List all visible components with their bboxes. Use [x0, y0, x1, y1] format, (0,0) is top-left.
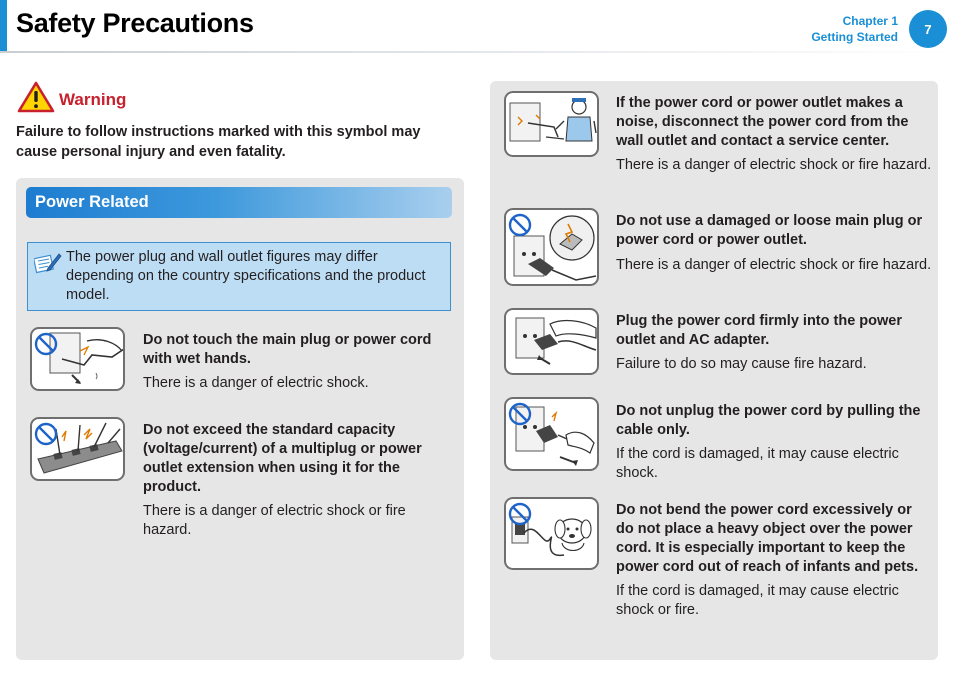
- chapter-number: Chapter 1: [842, 14, 898, 28]
- header-accent-bar: [0, 0, 7, 52]
- overloaded-multiplug-icon: [30, 417, 125, 481]
- item-title-noise: If the power cord or power outlet makes a noise, disconnect the power cord from the wall outlet and contact a service center.: [616, 95, 909, 149]
- page-title: Safety Precautions: [16, 8, 254, 38]
- warning-heading: [17, 81, 126, 118]
- item-desc-noise: There is a danger of electric shock or fire hazard.: [616, 157, 932, 173]
- item-desc-damaged: There is a danger of electric shock or fire hazard.: [616, 257, 932, 273]
- bent-cord-dog-icon: [504, 497, 599, 570]
- wet-hands-plug-icon: [30, 327, 125, 391]
- plug-in-firmly-icon: [504, 308, 599, 375]
- item-desc-multiplug: There is a danger of electric shock or fire hazard.: [143, 503, 406, 538]
- service-center-technician-icon: [504, 91, 599, 157]
- item-title-wet-hands: Do not touch the main plug or power cord with wet hands.: [143, 332, 432, 367]
- damaged-plug-icon: [504, 208, 599, 286]
- note-pencil-icon: [34, 251, 62, 280]
- warning-text: Failure to follow instructions marked with this symbol may cause personal injury and even fatality.: [16, 124, 421, 160]
- item-title-multiplug: Do not exceed the standard capacity (voltage/current) of a multiplug or power outlet extension when using it for the product.: [143, 422, 422, 495]
- warning-label: Warning: [59, 89, 127, 109]
- chapter-label: [811, 13, 898, 45]
- chapter-name: Getting Started: [811, 30, 898, 44]
- pull-cable-icon: [504, 397, 599, 471]
- item-title-bending: Do not bend the power cord excessively or do not place a heavy object over the power cord. It is especially important to keep the power cord out of reach of infants and pets.: [616, 502, 919, 575]
- item-desc-wet-hands: There is a danger of electric shock.: [143, 375, 369, 391]
- item-desc-bending: If the cord is damaged, it may cause electric shock or fire.: [616, 583, 899, 618]
- item-desc-firmly: Failure to do so may cause fire hazard.: [616, 356, 867, 372]
- page-number-badge: 7: [909, 10, 947, 48]
- header-divider: [0, 51, 954, 53]
- note-text: The power plug and wall outlet figures may differ depending on the country specifications and the product model.: [66, 249, 426, 303]
- section-title: Power Related: [35, 193, 149, 211]
- item-title-pulling: Do not unplug the power cord by pulling the cable only.: [616, 403, 921, 438]
- item-title-damaged: Do not use a damaged or loose main plug or power cord or power outlet.: [616, 213, 923, 248]
- section-header: [26, 187, 452, 218]
- note-box: [27, 242, 451, 311]
- item-desc-pulling: If the cord is damaged, it may cause electric shock.: [616, 446, 899, 481]
- item-title-firmly: Plug the power cord firmly into the power outlet and AC adapter.: [616, 313, 902, 348]
- warning-triangle-icon: [17, 81, 55, 118]
